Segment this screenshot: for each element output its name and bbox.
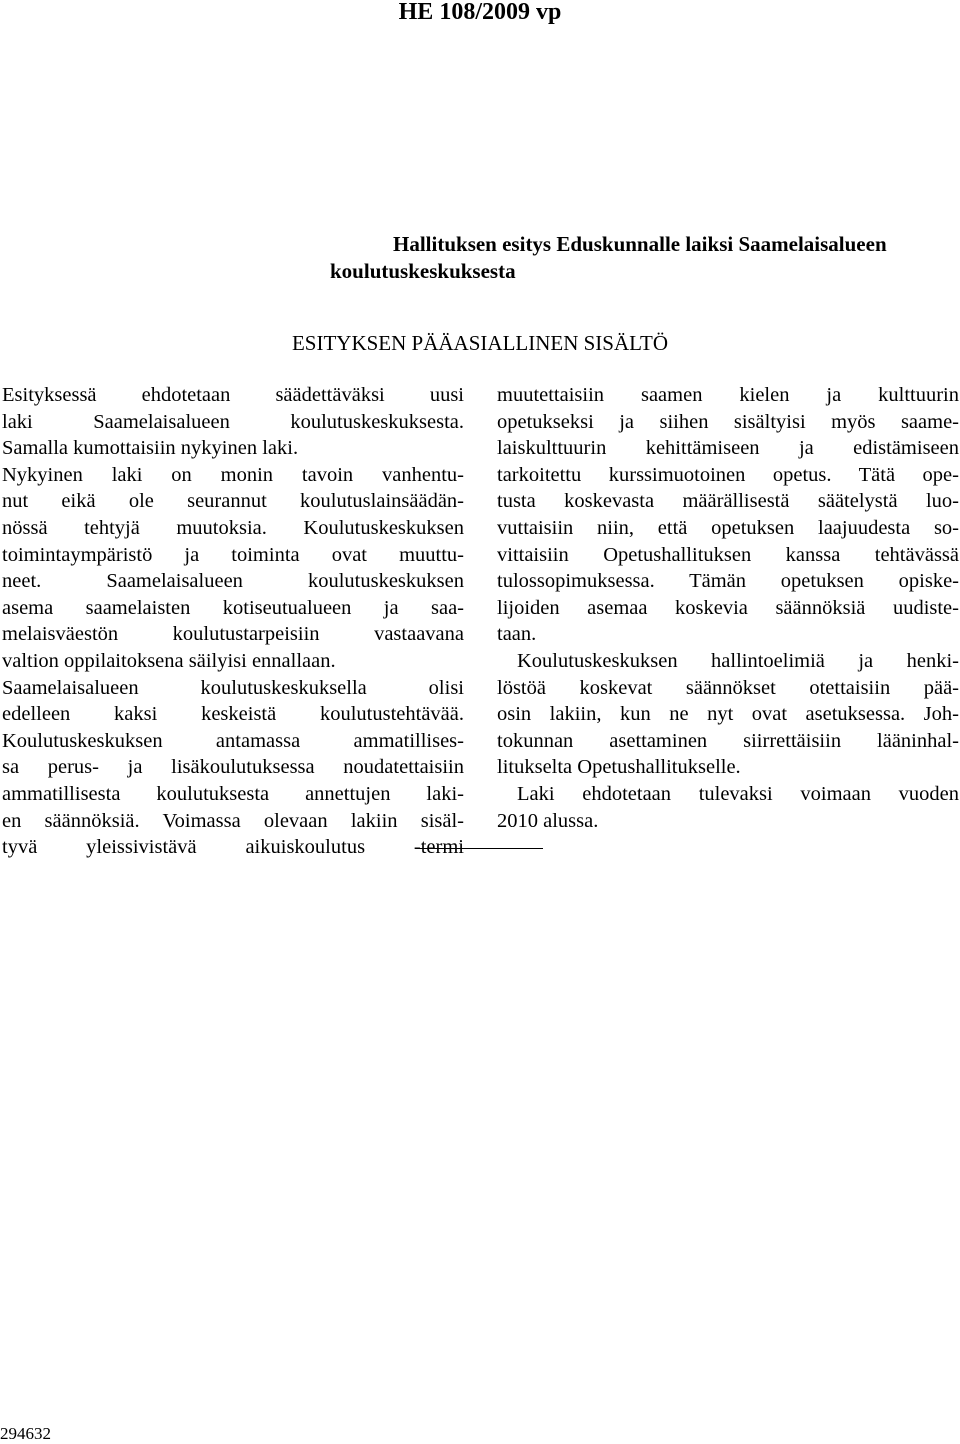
text-line: Saamelaisalueen koulutuskeskuksella olisi bbox=[2, 676, 464, 699]
section-end-rule bbox=[415, 848, 543, 849]
document-id: HE 108/2009 vp bbox=[398, 0, 562, 25]
text-line: Laki ehdotetaan tulevaksi voimaan vuoden bbox=[517, 782, 959, 805]
text-line: Koulutuskeskuksen antamassa ammatillises- bbox=[2, 729, 464, 752]
text-line: edelleen kaksi keskeistä koulutustehtävää. bbox=[2, 703, 464, 726]
text-line: muutettaisiin saamen kielen ja kulttuurin bbox=[497, 384, 959, 406]
text-line: tulossopimuksessa. Tämän opetuksen opiske- bbox=[497, 570, 959, 593]
paragraph bbox=[497, 648, 959, 781]
text-line: vittaisiin Opetushallituksen kanssa tehtävässä bbox=[497, 543, 959, 566]
text-line: tusta koskevasta määrällisestä säätelystä luo- bbox=[497, 490, 959, 513]
paragraph bbox=[497, 382, 959, 648]
document-title bbox=[330, 231, 960, 285]
text-line: melaisväestön koulutustarpeisiin vastaavana bbox=[2, 623, 464, 646]
text-line: sa perus- ja lisäkoulutuksessa noudatettaisiin bbox=[2, 756, 464, 779]
footer-code: 294632 bbox=[0, 1424, 51, 1443]
right-column bbox=[497, 382, 959, 834]
text-line: laki Saamelaisalueen koulutuskeskuksesta. bbox=[2, 410, 464, 433]
text-line: Nykyinen laki on monin tavoin vanhentu- bbox=[2, 463, 464, 486]
text-line: litukselta Opetushallitukselle. bbox=[497, 756, 741, 779]
text-line: tarkoitettu kurssimuotoinen opetus. Tätä ope- bbox=[497, 463, 959, 486]
text-line: 2010 alussa. bbox=[497, 809, 599, 832]
text-line: valtion oppilaitoksena säilyisi ennallaan. bbox=[2, 649, 336, 672]
text-line: taan. bbox=[497, 623, 537, 646]
text-line: tokunnan asettaminen siirrettäisiin lääninhal- bbox=[497, 729, 959, 752]
text-line: Samalla kumottaisiin nykyinen laki. bbox=[2, 437, 299, 460]
text-line: tyvä yleissivistävä aikuiskoulutus -termi bbox=[2, 836, 464, 859]
left-column bbox=[2, 382, 464, 861]
text-line: Esityksessä ehdotetaan säädettäväksi uusi bbox=[2, 384, 464, 406]
paragraph bbox=[2, 462, 464, 675]
text-line: nut eikä ole seurannut koulutuslainsäädän- bbox=[2, 490, 464, 513]
text-line: osin lakiin, kun ne nyt ovat asetuksessa. Joh- bbox=[497, 703, 959, 726]
text-line: Koulutuskeskuksen hallintoelimiä ja henki- bbox=[517, 649, 959, 672]
text-line: ammatillisesta koulutuksesta annettujen laki- bbox=[2, 782, 464, 805]
text-line: löstöä koskevat säännökset otettaisiin pää- bbox=[497, 676, 959, 699]
text-line: neet. Saamelaisalueen koulutuskeskuksen bbox=[2, 570, 464, 593]
text-line: asema saamelaisten kotiseutualueen ja saa- bbox=[2, 596, 464, 619]
text-line: toimintaympäristö ja toiminta ovat muuttu- bbox=[2, 543, 464, 566]
section-heading: ESITYKSEN PÄÄASIALLINEN SISÄLTÖ bbox=[291, 331, 669, 355]
text-line: opetukseksi ja siihen sisältyisi myös saame- bbox=[497, 410, 959, 433]
text-line: vuttaisiin niin, että opetuksen laajuudesta so- bbox=[497, 516, 959, 539]
paragraph bbox=[2, 675, 464, 861]
text-line: nössä tehtyjä muutoksia. Koulutuskeskuksen bbox=[2, 516, 464, 539]
title-line-2: koulutuskeskuksesta bbox=[330, 259, 516, 283]
paragraph bbox=[2, 382, 464, 462]
text-line: en säännöksiä. Voimassa olevaan lakiin sisäl- bbox=[2, 809, 464, 832]
text-line: laiskulttuurin kehittämiseen ja edistämiseen bbox=[497, 437, 959, 460]
text-line: lijoiden asemaa koskevia säännöksiä uudiste- bbox=[497, 596, 959, 619]
paragraph bbox=[497, 781, 959, 834]
title-line-1: Hallituksen esitys Eduskunnalle laiksi Saamelaisalueen bbox=[393, 232, 887, 256]
